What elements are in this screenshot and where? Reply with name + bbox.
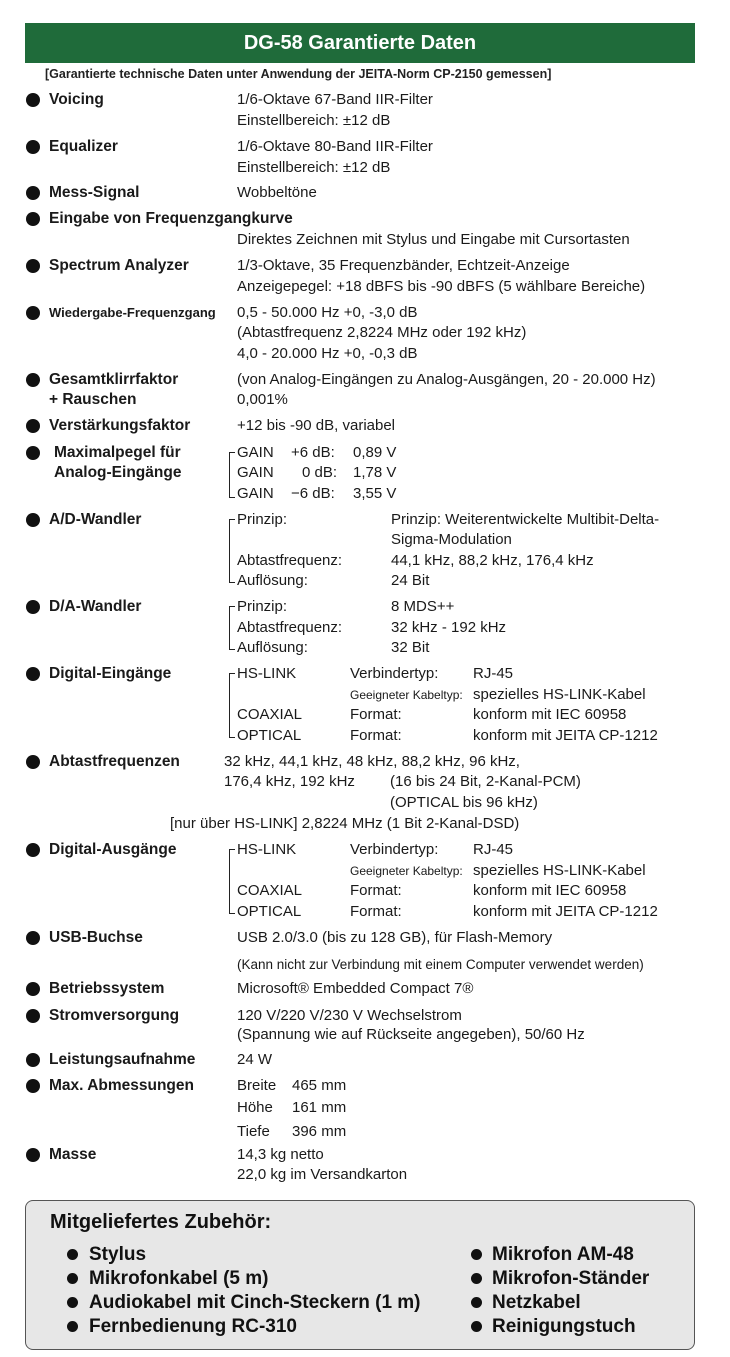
bullet-icon: [26, 140, 40, 154]
measurement-note: [Garantierte technische Daten unter Anwendung der JEITA-Norm CP-2150 gemessen]: [45, 67, 552, 81]
bracket: [229, 673, 235, 738]
gain-volt: 3,55 V: [353, 485, 397, 502]
bullet-icon: [26, 982, 40, 996]
spec-value: spezielles HS-LINK-Kabel: [473, 686, 646, 703]
bullet-icon: [26, 667, 40, 681]
spec-value: 120 V/220 V/230 V Wechselstrom: [237, 1007, 462, 1024]
spec-value: konform mit JEITA CP-1212: [473, 727, 658, 744]
spec-key: Format:: [350, 727, 402, 744]
gain-label: GAIN: [237, 444, 274, 461]
spec-label-os: Betriebssystem: [49, 980, 165, 997]
spec-value: (OPTICAL bis 96 kHz): [390, 794, 538, 811]
spec-value: Einstellbereich: ±12 dB: [237, 112, 391, 129]
spec-value: (Spannung wie auf Rückseite angegeben), 50/60 Hz: [237, 1026, 585, 1043]
bracket: [229, 519, 235, 583]
spec-key: Verbindertyp:: [350, 665, 439, 682]
spec-label-voicing: Voicing: [49, 91, 104, 108]
bullet-icon: [26, 259, 40, 273]
spec-value: spezielles HS-LINK-Kabel: [473, 862, 646, 879]
port-name: OPTICAL: [237, 727, 302, 744]
spec-value: Anzeigepegel: +18 dBFS bis -90 dBFS (5 wählbare Bereiche): [237, 278, 646, 295]
spec-value: Wobbeltöne: [237, 184, 317, 201]
spec-value: 14,3 kg netto: [237, 1146, 324, 1163]
bullet-icon: [26, 306, 40, 320]
bullet-icon: [67, 1273, 78, 1284]
spec-label-eingabe: Eingabe von Frequenzgangkurve: [49, 210, 293, 227]
port-name: OPTICAL: [237, 903, 302, 920]
spec-key: Abtastfrequenz:: [237, 552, 343, 569]
gain-db: −6 dB:: [291, 485, 335, 502]
dimension-key: Breite: [237, 1077, 277, 1094]
spec-value: (von Analog-Eingängen zu Analog-Ausgängen, 20 - 20.000 Hz): [237, 371, 656, 388]
spec-value: 44,1 kHz, 88,2 kHz, 176,4 kHz: [391, 552, 594, 569]
accessory-item: Mikrofon-Ständer: [492, 1268, 650, 1289]
bullet-icon: [26, 1079, 40, 1093]
bullet-icon: [471, 1249, 482, 1260]
gain-label: GAIN: [237, 464, 274, 481]
spec-value: 176,4 kHz, 192 kHz: [224, 773, 355, 790]
spec-value: Direktes Zeichnen mit Stylus und Eingabe mit Cursortasten: [237, 231, 630, 248]
gain-volt: 1,78 V: [353, 464, 397, 481]
spec-label-maxpegel-2: Analog-Eingänge: [54, 464, 182, 481]
spec-label-abmessungen: Max. Abmessungen: [49, 1077, 194, 1094]
bullet-icon: [26, 1148, 40, 1162]
spec-value: 1/6-Oktave 80-Band IIR-Filter: [237, 138, 433, 155]
dimension-key: Höhe: [237, 1099, 273, 1116]
spec-key: Geeigneter Kabeltyp:: [350, 688, 463, 702]
bullet-icon: [471, 1297, 482, 1308]
spec-value: (Kann nicht zur Verbindung mit einem Computer verwendet werden): [237, 957, 644, 972]
accessory-item: Reinigungstuch: [492, 1316, 636, 1337]
spec-value: RJ-45: [473, 665, 514, 682]
bullet-icon: [67, 1297, 78, 1308]
bracket: [229, 606, 235, 650]
spec-key: Prinzip:: [237, 511, 288, 528]
gain-db: +6 dB:: [291, 444, 335, 461]
spec-value: Einstellbereich: ±12 dB: [237, 159, 391, 176]
spec-value: 32 Bit: [391, 639, 430, 656]
bullet-icon: [471, 1321, 482, 1332]
spec-key: Verbindertyp:: [350, 841, 439, 858]
accessories-title: Mitgeliefertes Zubehör:: [50, 1211, 272, 1233]
bullet-icon: [26, 931, 40, 945]
spec-label-mess-signal: Mess-Signal: [49, 184, 140, 201]
bullet-icon: [26, 843, 40, 857]
spec-key: Auflösung:: [237, 639, 308, 656]
spec-label-klirr-2: + Rauschen: [49, 391, 137, 408]
accessory-item: Mikrofon AM-48: [492, 1244, 634, 1265]
spec-key: Format:: [350, 882, 402, 899]
port-name: HS-LINK: [237, 841, 297, 858]
accessory-item: Audiokabel mit Cinch-Steckern (1 m): [89, 1292, 421, 1313]
spec-value: 24 W: [237, 1051, 273, 1068]
spec-value: (16 bis 24 Bit, 2-Kanal-PCM): [390, 773, 581, 790]
spec-value: konform mit JEITA CP-1212: [473, 903, 658, 920]
gain-db: 0 dB:: [302, 464, 338, 481]
spec-label-equalizer: Equalizer: [49, 138, 118, 155]
port-name: COAXIAL: [237, 882, 303, 899]
bullet-icon: [67, 1321, 78, 1332]
spec-label-verstaerkung: Verstärkungsfaktor: [49, 417, 191, 434]
accessory-item: Netzkabel: [492, 1292, 581, 1313]
spec-label-spectrum: Spectrum Analyzer: [49, 257, 189, 274]
spec-value: 8 MDS++: [391, 598, 455, 615]
spec-label-strom: Stromversorgung: [49, 1007, 180, 1024]
spec-value: Microsoft® Embedded Compact 7®: [237, 980, 474, 997]
spec-label-digital-out: Digital-Ausgänge: [49, 841, 177, 858]
spec-value: Sigma-Modulation: [391, 531, 512, 548]
spec-value: +12 bis -90 dB, variabel: [237, 417, 396, 434]
spec-label-klirr: Gesamtklirrfaktor: [49, 371, 179, 388]
spec-value: USB 2.0/3.0 (bis zu 128 GB), für Flash-Memory: [237, 929, 553, 946]
spec-label-leistung: Leistungsaufnahme: [49, 1051, 196, 1068]
spec-key: Format:: [350, 903, 402, 920]
port-name: COAXIAL: [237, 706, 303, 723]
gain-label: GAIN: [237, 485, 274, 502]
bracket: [229, 849, 235, 914]
spec-label-masse: Masse: [49, 1146, 97, 1163]
spec-label-usb: USB-Buchse: [49, 929, 143, 946]
spec-value: 32 kHz - 192 kHz: [391, 619, 507, 636]
spec-value: 32 kHz, 44,1 kHz, 48 kHz, 88,2 kHz, 96 kHz,: [224, 753, 520, 770]
spec-label-ad: A/D-Wandler: [49, 511, 142, 528]
spec-label-wiedergabe: Wiedergabe-Frequenzgang: [49, 305, 216, 320]
bullet-icon: [26, 1053, 40, 1067]
accessory-item: Fernbedienung RC-310: [89, 1316, 297, 1337]
gain-volt: 0,89 V: [353, 444, 397, 461]
spec-value: konform mit IEC 60958: [473, 706, 627, 723]
port-name: HS-LINK: [237, 665, 297, 682]
spec-value: 0,001%: [237, 391, 288, 408]
bullet-icon: [26, 373, 40, 387]
accessory-item: Mikrofonkabel (5 m): [89, 1268, 269, 1289]
spec-value: 22,0 kg im Versandkarton: [237, 1166, 408, 1183]
bullet-icon: [26, 212, 40, 226]
bullet-icon: [26, 755, 40, 769]
bracket: [229, 452, 235, 498]
spec-value: 1/3-Oktave, 35 Frequenzbänder, Echtzeit-Anzeige: [237, 257, 570, 274]
spec-label-da: D/A-Wandler: [49, 598, 142, 615]
dimension-value: 396 mm: [292, 1123, 347, 1140]
spec-value: 4,0 - 20.000 Hz +0, -0,3 dB: [237, 345, 418, 362]
spec-value: konform mit IEC 60958: [473, 882, 627, 899]
bullet-icon: [26, 186, 40, 200]
spec-value: 1/6-Oktave 67-Band IIR-Filter: [237, 91, 433, 108]
dimension-value: 465 mm: [292, 1077, 347, 1094]
bullet-icon: [67, 1249, 78, 1260]
dimension-key: Tiefe: [237, 1123, 270, 1140]
page-title: DG-58 Garantierte Daten: [25, 23, 695, 63]
spec-value: Prinzip: Weiterentwickelte Multibit-Delta-: [391, 511, 660, 528]
spec-value: 0,5 - 50.000 Hz +0, -3,0 dB: [237, 304, 418, 321]
spec-label-maxpegel: Maximalpegel für: [54, 444, 181, 461]
accessory-item: Stylus: [89, 1244, 147, 1265]
spec-key: Abtastfrequenz:: [237, 619, 343, 636]
spec-value: 24 Bit: [391, 572, 430, 589]
bullet-icon: [26, 1009, 40, 1023]
spec-key: Prinzip:: [237, 598, 288, 615]
spec-value: RJ-45: [473, 841, 514, 858]
spec-value: (Abtastfrequenz 2,8224 MHz oder 192 kHz): [237, 324, 527, 341]
spec-key: Auflösung:: [237, 572, 308, 589]
spec-key: Format:: [350, 706, 402, 723]
bullet-icon: [26, 600, 40, 614]
spec-label-abtast: Abtastfrequenzen: [49, 753, 180, 770]
bullet-icon: [26, 93, 40, 107]
bullet-icon: [26, 419, 40, 433]
spec-value: [nur über HS-LINK] 2,8224 MHz (1 Bit 2-Kanal-DSD): [170, 815, 520, 832]
bullet-icon: [471, 1273, 482, 1284]
bullet-icon: [26, 513, 40, 527]
bullet-icon: [26, 446, 40, 460]
dimension-value: 161 mm: [292, 1099, 347, 1116]
spec-label-digital-in: Digital-Eingänge: [49, 665, 172, 682]
spec-key: Geeigneter Kabeltyp:: [350, 864, 463, 878]
